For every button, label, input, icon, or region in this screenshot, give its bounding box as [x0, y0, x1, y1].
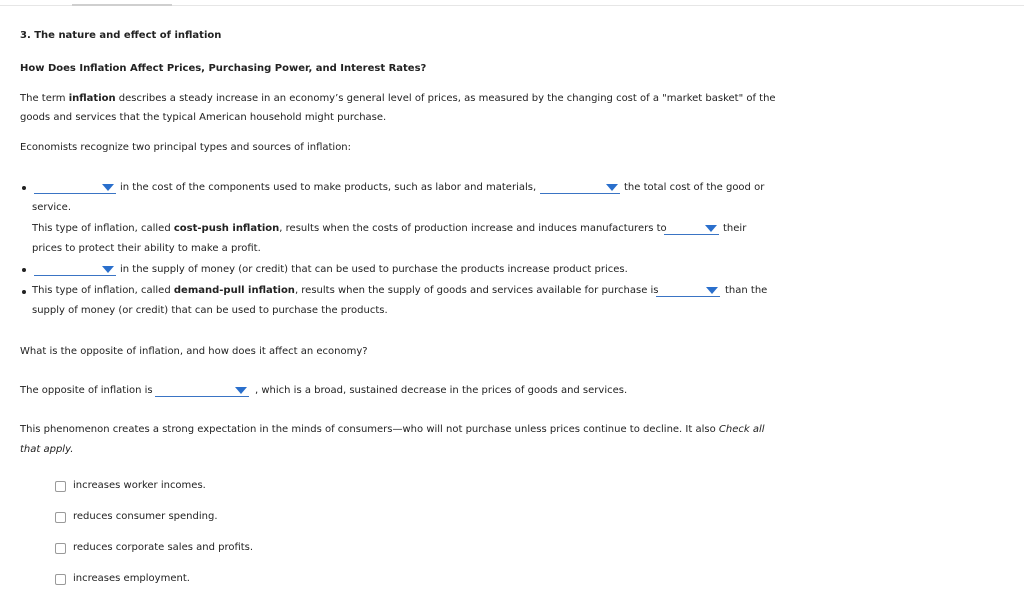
chevron-down-icon	[235, 387, 247, 394]
bullet1-text-b: the total cost of the good or	[624, 182, 765, 193]
opposite-question: What is the opposite of inflation, and how does it affect an economy?	[20, 346, 368, 357]
intro-line-2: goods and services that the typical American household might purchase.	[20, 112, 387, 123]
intro-line-1	[20, 92, 776, 106]
phenomenon-line-2	[20, 443, 73, 457]
chevron-down-icon	[706, 287, 718, 294]
costpush-line-1	[32, 222, 667, 236]
chevron-down-icon	[705, 225, 717, 232]
checkbox-increases-employment[interactable]	[55, 574, 66, 585]
costpush-part1: This type of inflation, called	[32, 223, 174, 234]
demandpull-part1: This type of inflation, called	[32, 285, 174, 296]
economists-text: Economists recognize two principal types and sources of inflation:	[20, 142, 352, 153]
chevron-down-icon	[606, 184, 618, 191]
dropdown-cost-change[interactable]	[34, 181, 116, 194]
costpush-line-2: prices to protect their ability to make a profit.	[32, 243, 261, 254]
phenomenon-line-1	[20, 423, 765, 437]
demandpull-part2: , results when the supply of goods and services available for purchase is	[294, 285, 659, 296]
dropdown-total-cost-effect[interactable]	[540, 181, 620, 194]
chevron-down-icon	[102, 184, 114, 191]
intro-text-part2: describes a steady increase in an economy’s general level of prices, as measured by the changing cost of a "market basket" of the	[115, 93, 776, 104]
phenomenon-text: This phenomenon creates a strong expectation in the minds of consumers—who will not purchase unless prices continue to decline. It also	[20, 424, 719, 435]
chevron-down-icon	[102, 266, 114, 273]
demandpull-after: than the	[725, 285, 768, 296]
bullet-dot	[22, 186, 26, 190]
dropdown-money-supply-change[interactable]	[34, 263, 116, 276]
costpush-part2: , results when the costs of production increase and induces manufacturers to	[279, 223, 667, 234]
checkbox-increases-worker-incomes[interactable]	[55, 481, 66, 492]
demandpull-line-2: supply of money (or credit) that can be used to purchase the products.	[32, 305, 388, 316]
intro-text-part1: The term	[20, 93, 69, 104]
top-tab-marker	[72, 4, 172, 6]
dropdown-supply-comparison[interactable]	[656, 284, 720, 297]
dropdown-opposite-of-inflation[interactable]	[155, 384, 249, 397]
demandpull-line-1	[32, 284, 659, 298]
checkbox-reduces-consumer-spending[interactable]	[55, 512, 66, 523]
question-heading: How Does Inflation Affect Prices, Purchasing Power, and Interest Rates?	[20, 63, 427, 74]
bullet1-text-c: service.	[32, 202, 71, 213]
opposite-after: , which is a broad, sustained decrease in the prices of goods and services.	[255, 385, 628, 396]
bullet-dot	[22, 290, 26, 294]
costpush-term: cost-push inflation	[173, 223, 280, 234]
intro-term: inflation	[68, 93, 116, 104]
bullet2-text: in the supply of money (or credit) that can be used to purchase the products increase product prices.	[120, 264, 628, 275]
check-all-instruction-cont: that apply.	[20, 444, 74, 455]
bullet1-text-a: in the cost of the components used to make products, such as labor and materials,	[120, 182, 537, 193]
checkbox-label: increases worker incomes.	[73, 480, 206, 491]
check-all-instruction: Check all	[718, 424, 765, 435]
checkbox-reduces-corporate-sales[interactable]	[55, 543, 66, 554]
dropdown-manufacturer-action[interactable]	[664, 222, 719, 235]
costpush-after: their	[723, 223, 747, 234]
opposite-before: The opposite of inflation is	[20, 385, 153, 396]
checkbox-label: increases employment.	[73, 573, 190, 584]
checkbox-label: reduces corporate sales and profits.	[73, 542, 254, 553]
section-title: 3. The nature and effect of inflation	[20, 30, 222, 41]
checkbox-label: reduces consumer spending.	[73, 511, 218, 522]
bullet-dot	[22, 268, 26, 272]
demandpull-term: demand-pull inflation	[173, 285, 295, 296]
